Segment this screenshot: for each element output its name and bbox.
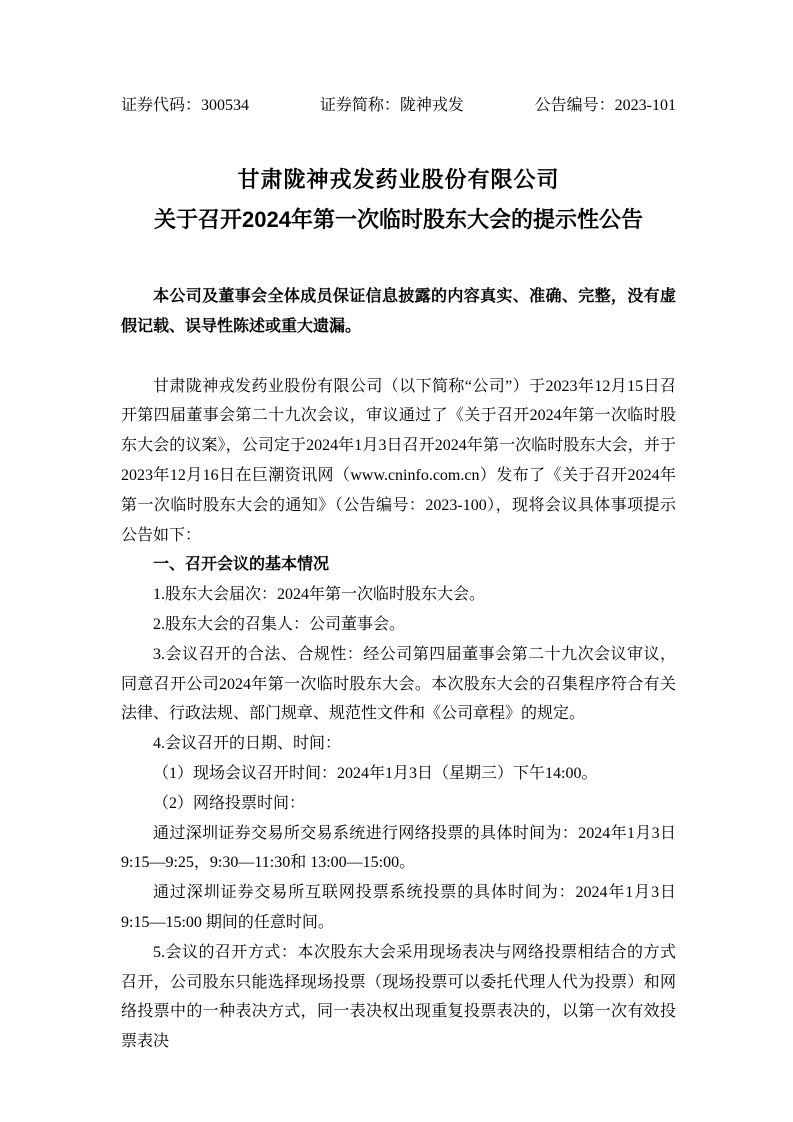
paragraph-trading-system-voting: 通过深圳证券交易所交易系统进行网络投票的具体时间为：2024年1月3日9:15—9:25，9:30—11:30和 13:00—15:00。 <box>121 824 676 872</box>
list-item-meeting-session: 1.股东大会届次：2024年第一次临时股东大会。 <box>153 586 486 604</box>
announcement-number: 公告编号：2023-101 <box>534 97 676 114</box>
list-item-legality: 3.会议召开的合法、合规性：经公司第四届董事会第二十九次会议审议，同意召开公司2024年第一次临时股东大会。本次股东大会的召集程序符合有关法律、行政法规、部门规章、规范性文件和《公司章程》的规定。 <box>121 645 676 723</box>
list-item-date-time: 4.会议召开的日期、时间： <box>153 735 342 753</box>
announcement-title: 关于召开2024年第一次临时股东大会的提示性公告 <box>154 207 643 232</box>
list-item-meeting-method: 5.会议的召开方式：本次股东大会采用现场表决与网络投票相结合的方式召开，公司股东只能选择现场投票（现场投票可以委托代理人代为投票）和网络投票中的一种表决方式，同一表决权出现重复投票表决的，以第一次有效投票表决 <box>121 943 676 1051</box>
disclaimer-paragraph: 本公司及董事会全体成员保证信息披露的内容真实、准确、完整，没有虚假记载、误导性陈述或重大遗漏。 <box>121 288 676 335</box>
company-title: 甘肃陇神戎发药业股份有限公司 <box>237 167 560 192</box>
intro-paragraph: 甘肃陇神戎发药业股份有限公司（以下简称“公司”）于2023年12月15日召开第四届董事会第二十九次会议，审议通过了《关于召开2024年第一次临时股东大会的议案》，公司定于2024年1月3日召开2024年第一次临时股东大会，并于2023年12月16日在巨潮资讯网（www.cninfo.com.cn）发布了《关于召开2024年第一次临时股东大会的通知》（公告编号：2023-100），现将会议具体事项提示公告如下： <box>121 377 676 544</box>
document-header <box>121 96 676 116</box>
list-item-online-voting-time: （2）网络投票时间： <box>153 794 306 812</box>
stock-abbr: 证券简称：陇神戎发 <box>319 97 464 114</box>
list-item-onsite-time: （1）现场会议召开时间：2024年1月3日（星期三）下午14:00。 <box>153 764 598 782</box>
list-item-convener: 2.股东大会的召集人：公司董事会。 <box>153 615 406 633</box>
paragraph-internet-voting: 通过深圳证券交易所互联网投票系统投票的具体时间为：2024年1月3日9:15—15:00 期间的任意时间。 <box>121 884 676 931</box>
stock-code: 证券代码：300534 <box>121 97 250 114</box>
section-heading-1: 一、召开会议的基本情况 <box>153 556 330 574</box>
